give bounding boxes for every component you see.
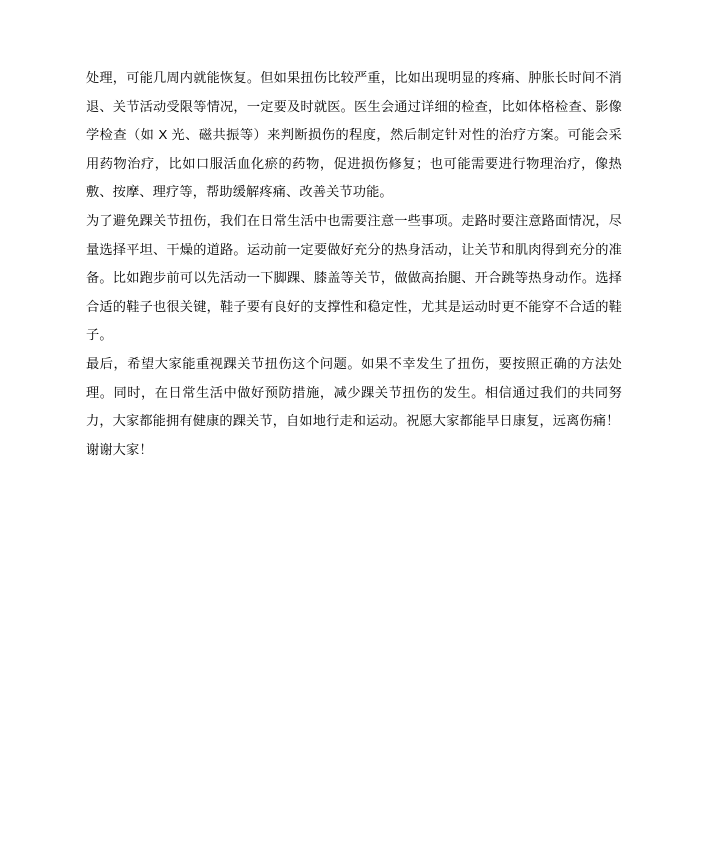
document-body (86, 64, 622, 464)
paragraph-4: 谢谢大家！ (86, 441, 153, 457)
paragraph-3: 最后，希望大家能重视踝关节扭伤这个问题。如果不幸发生了扭伤，要按照正确的方法处理。同时，在日常生活中做好预防措施，减少踝关节扭伤的发生。相信通过我们的共同努力，大家都能拥有健康的踝关节，自如地行走和运动。祝愿大家都能早日康复，远离伤痛！ (86, 355, 622, 429)
paragraph-1: 处理，可能几周内就能恢复。但如果扭伤比较严重，比如出现明显的疼痛、肿胀长时间不消退、关节活动受限等情况，一定要及时就医。医生会通过详细的检查，比如体格检查、影像学检查（如 X 光、磁共振等）来判断损伤的程度，然后制定针对性的治疗方案。可能会采用药物治疗，比如口服活血化瘀的药物，促进损伤修复；也可能需要进行物理治疗，像热敷、按摩、理疗等，帮助缓解疼痛、改善关节功能。 (86, 70, 622, 200)
paragraph-2: 为了避免踝关节扭伤，我们在日常生活中也需要注意一些事项。走路时要注意路面情况，尽量选择平坦、干燥的道路。运动前一定要做好充分的热身活动，让关节和肌肉得到充分的准备。比如跑步前可以先活动一下脚踝、膝盖等关节，做做高抬腿、开合跳等热身动作。选择合适的鞋子也很关键，鞋子要有良好的支撑性和稳定性，尤其是运动时更不能穿不合适的鞋子。 (86, 212, 622, 343)
